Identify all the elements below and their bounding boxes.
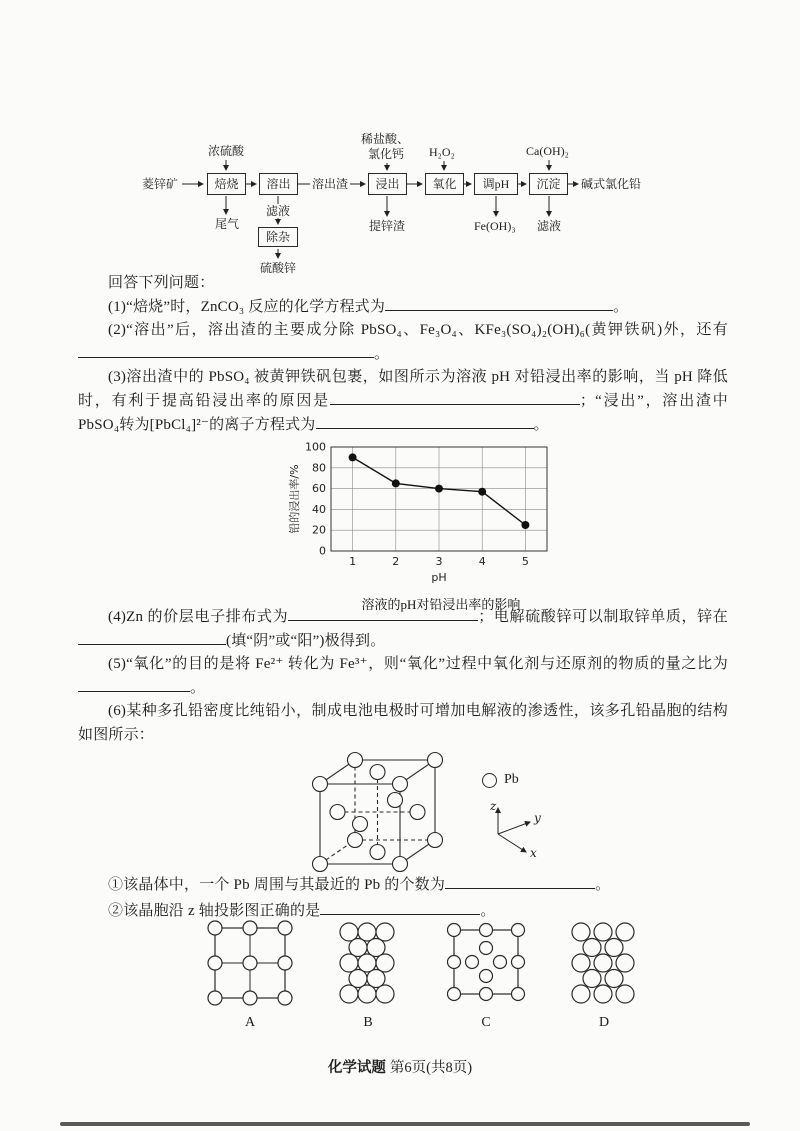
svg-text:5: 5 — [521, 555, 529, 568]
questions-block-1 — [78, 272, 728, 437]
option-b-label: B — [363, 1015, 373, 1030]
q1-answer-blank — [385, 296, 613, 310]
ph-chart-figure — [285, 437, 575, 613]
svg-text:80: 80 — [312, 461, 326, 475]
flow-precipitate-box: 沉淀 — [529, 173, 568, 195]
svg-text:40: 40 — [312, 502, 326, 516]
questions-block-2 — [78, 606, 728, 748]
option-figure-a — [203, 920, 297, 1031]
svg-text:3: 3 — [435, 555, 443, 568]
option-figure-b — [321, 920, 415, 1031]
legend-pb-label: Pb — [504, 772, 519, 787]
questions-block-3 — [78, 872, 728, 924]
sub-question-1: ①该晶体中，一个 Pb 周围与其最近的 Pb 的个数为 。 — [78, 872, 728, 898]
flow-znso4-label: 硫酸锌 — [260, 261, 297, 275]
flow-filtrate2-label: 滤液 — [537, 219, 562, 233]
option-figure-c — [439, 920, 533, 1031]
footer-title: 化学试题 — [327, 1060, 386, 1076]
option-d-label: D — [598, 1015, 610, 1030]
answer-prompt: 回答下列问题： — [108, 275, 215, 291]
process-flowchart — [112, 130, 692, 282]
pb-atom-icon — [482, 773, 497, 788]
q4-answer-blank-2 — [78, 630, 226, 644]
flow-remove-impurity-box: 除杂 — [258, 227, 298, 247]
page-footer — [0, 1056, 800, 1077]
question-4: (4)Zn 的价层电子排布式为 ；电解硫酸锌可以制取锌单质，锌在(填“阴”或“阳”)极得到。 — [78, 606, 728, 653]
flow-dilute-hcl-label-1: 稀盐酸、 — [361, 132, 410, 146]
question-5: (5)“氧化”的目的是将 Fe²⁺ 转化为 Fe³⁺，则“氧化”过程中氧化剂与还原剂的物质的量之比为。 — [78, 653, 728, 700]
axis-z-label: z — [490, 799, 497, 813]
question-2: (2)“溶出”后，溶出渣的主要成分除 PbSO₄、Fe₃O₄、KFe₃(SO₄)₂(OH)₆(黄钾铁矾)外，还有。 — [78, 319, 728, 366]
q3-answer-blank-2 — [316, 414, 534, 428]
flow-caoh2-label: Ca(OH)₂ — [526, 144, 569, 158]
option-figure-d — [557, 920, 651, 1031]
question-3: (3)溶出渣中的 PbSO₄ 被黄钾铁矾包裹，如图所示为溶液 pH 对铅浸出率的影响，当 pH 降低时，有利于提高铅浸出率的原因是 ；“浸出”，溶出渣中PbSO₄转为[PbCl₄]²⁻的离子方程式为 。 — [78, 369, 728, 433]
svg-text:1: 1 — [349, 555, 357, 568]
flow-residue-label: 溶出渣 — [312, 177, 349, 191]
q5-answer-blank — [78, 678, 190, 692]
flow-tail-gas-label: 尾气 — [215, 217, 240, 231]
sub1-answer-blank — [445, 875, 595, 889]
flow-ore-label: 菱锌矿 — [142, 177, 179, 191]
question-1: (1)“焙烧”时，ZnCO₃ 反应的化学方程式为 。 — [78, 296, 728, 320]
axes-diagram — [482, 798, 544, 860]
sub-question-2: ②该晶胞沿 z 轴投影图正确的是 。 — [78, 898, 728, 924]
option-a-diagram — [203, 920, 297, 1010]
legend-pb — [482, 772, 544, 788]
flow-conc-sulfuric-label: 浓硫酸 — [208, 144, 245, 158]
flow-dissolve-box: 溶出 — [259, 173, 298, 195]
svg-text:0: 0 — [319, 544, 326, 558]
svg-text:20: 20 — [312, 523, 326, 537]
unit-cell-diagram — [292, 746, 462, 882]
svg-text:2: 2 — [392, 555, 400, 568]
svg-text:100: 100 — [305, 440, 326, 454]
axis-y-label: y — [534, 811, 541, 825]
option-b-diagram — [321, 920, 415, 1010]
svg-text:pH: pH — [431, 571, 447, 584]
flow-product-label: 碱式氯化铅 — [581, 177, 642, 191]
flow-feoh3-label: Fe(OH)₃ — [474, 219, 516, 233]
svg-text:4: 4 — [478, 555, 486, 568]
flow-filtrate1-label: 滤液 — [266, 204, 291, 218]
flow-adjust-ph-box: 调pH — [474, 173, 518, 195]
flow-roast-box: 焙烧 — [207, 173, 246, 195]
scan-edge-artifact — [60, 1122, 750, 1126]
svg-text:铅的浸出率/%: 铅的浸出率/% — [288, 464, 301, 534]
q2-answer-blank — [78, 344, 374, 358]
crystal-figure — [292, 746, 544, 882]
ph-line-chart — [285, 437, 555, 585]
flow-dilute-hcl-label-2: 氯化钙 — [368, 147, 405, 161]
option-a-label: A — [244, 1015, 256, 1030]
flow-leach-box: 浸出 — [368, 173, 407, 195]
flow-h2o2-label: H₂O₂ — [429, 145, 455, 159]
flow-zn-residue-label: 提锌渣 — [369, 219, 406, 233]
option-c-diagram — [439, 920, 533, 1010]
flow-oxidize-box: 氧化 — [425, 173, 464, 195]
question-6: (6)某种多孔铅密度比纯铅小，制成电池电极时可增加电解液的渗透性，该多孔铅晶胞的结构如图所示： — [78, 703, 728, 743]
footer-page-number: 第6页(共8页) — [389, 1060, 473, 1076]
axis-x-label: x — [530, 846, 537, 860]
sub2-answer-blank — [320, 901, 480, 915]
chart-caption: 溶液的pH对铅浸出率的影响 — [361, 597, 521, 612]
q4-answer-blank-1 — [288, 607, 478, 621]
svg-text:60: 60 — [312, 482, 326, 496]
option-d-diagram — [557, 920, 651, 1010]
crystal-side-panel — [482, 746, 544, 882]
q3-answer-blank-1 — [330, 391, 580, 405]
option-c-label: C — [481, 1015, 491, 1030]
projection-options — [203, 920, 651, 1031]
